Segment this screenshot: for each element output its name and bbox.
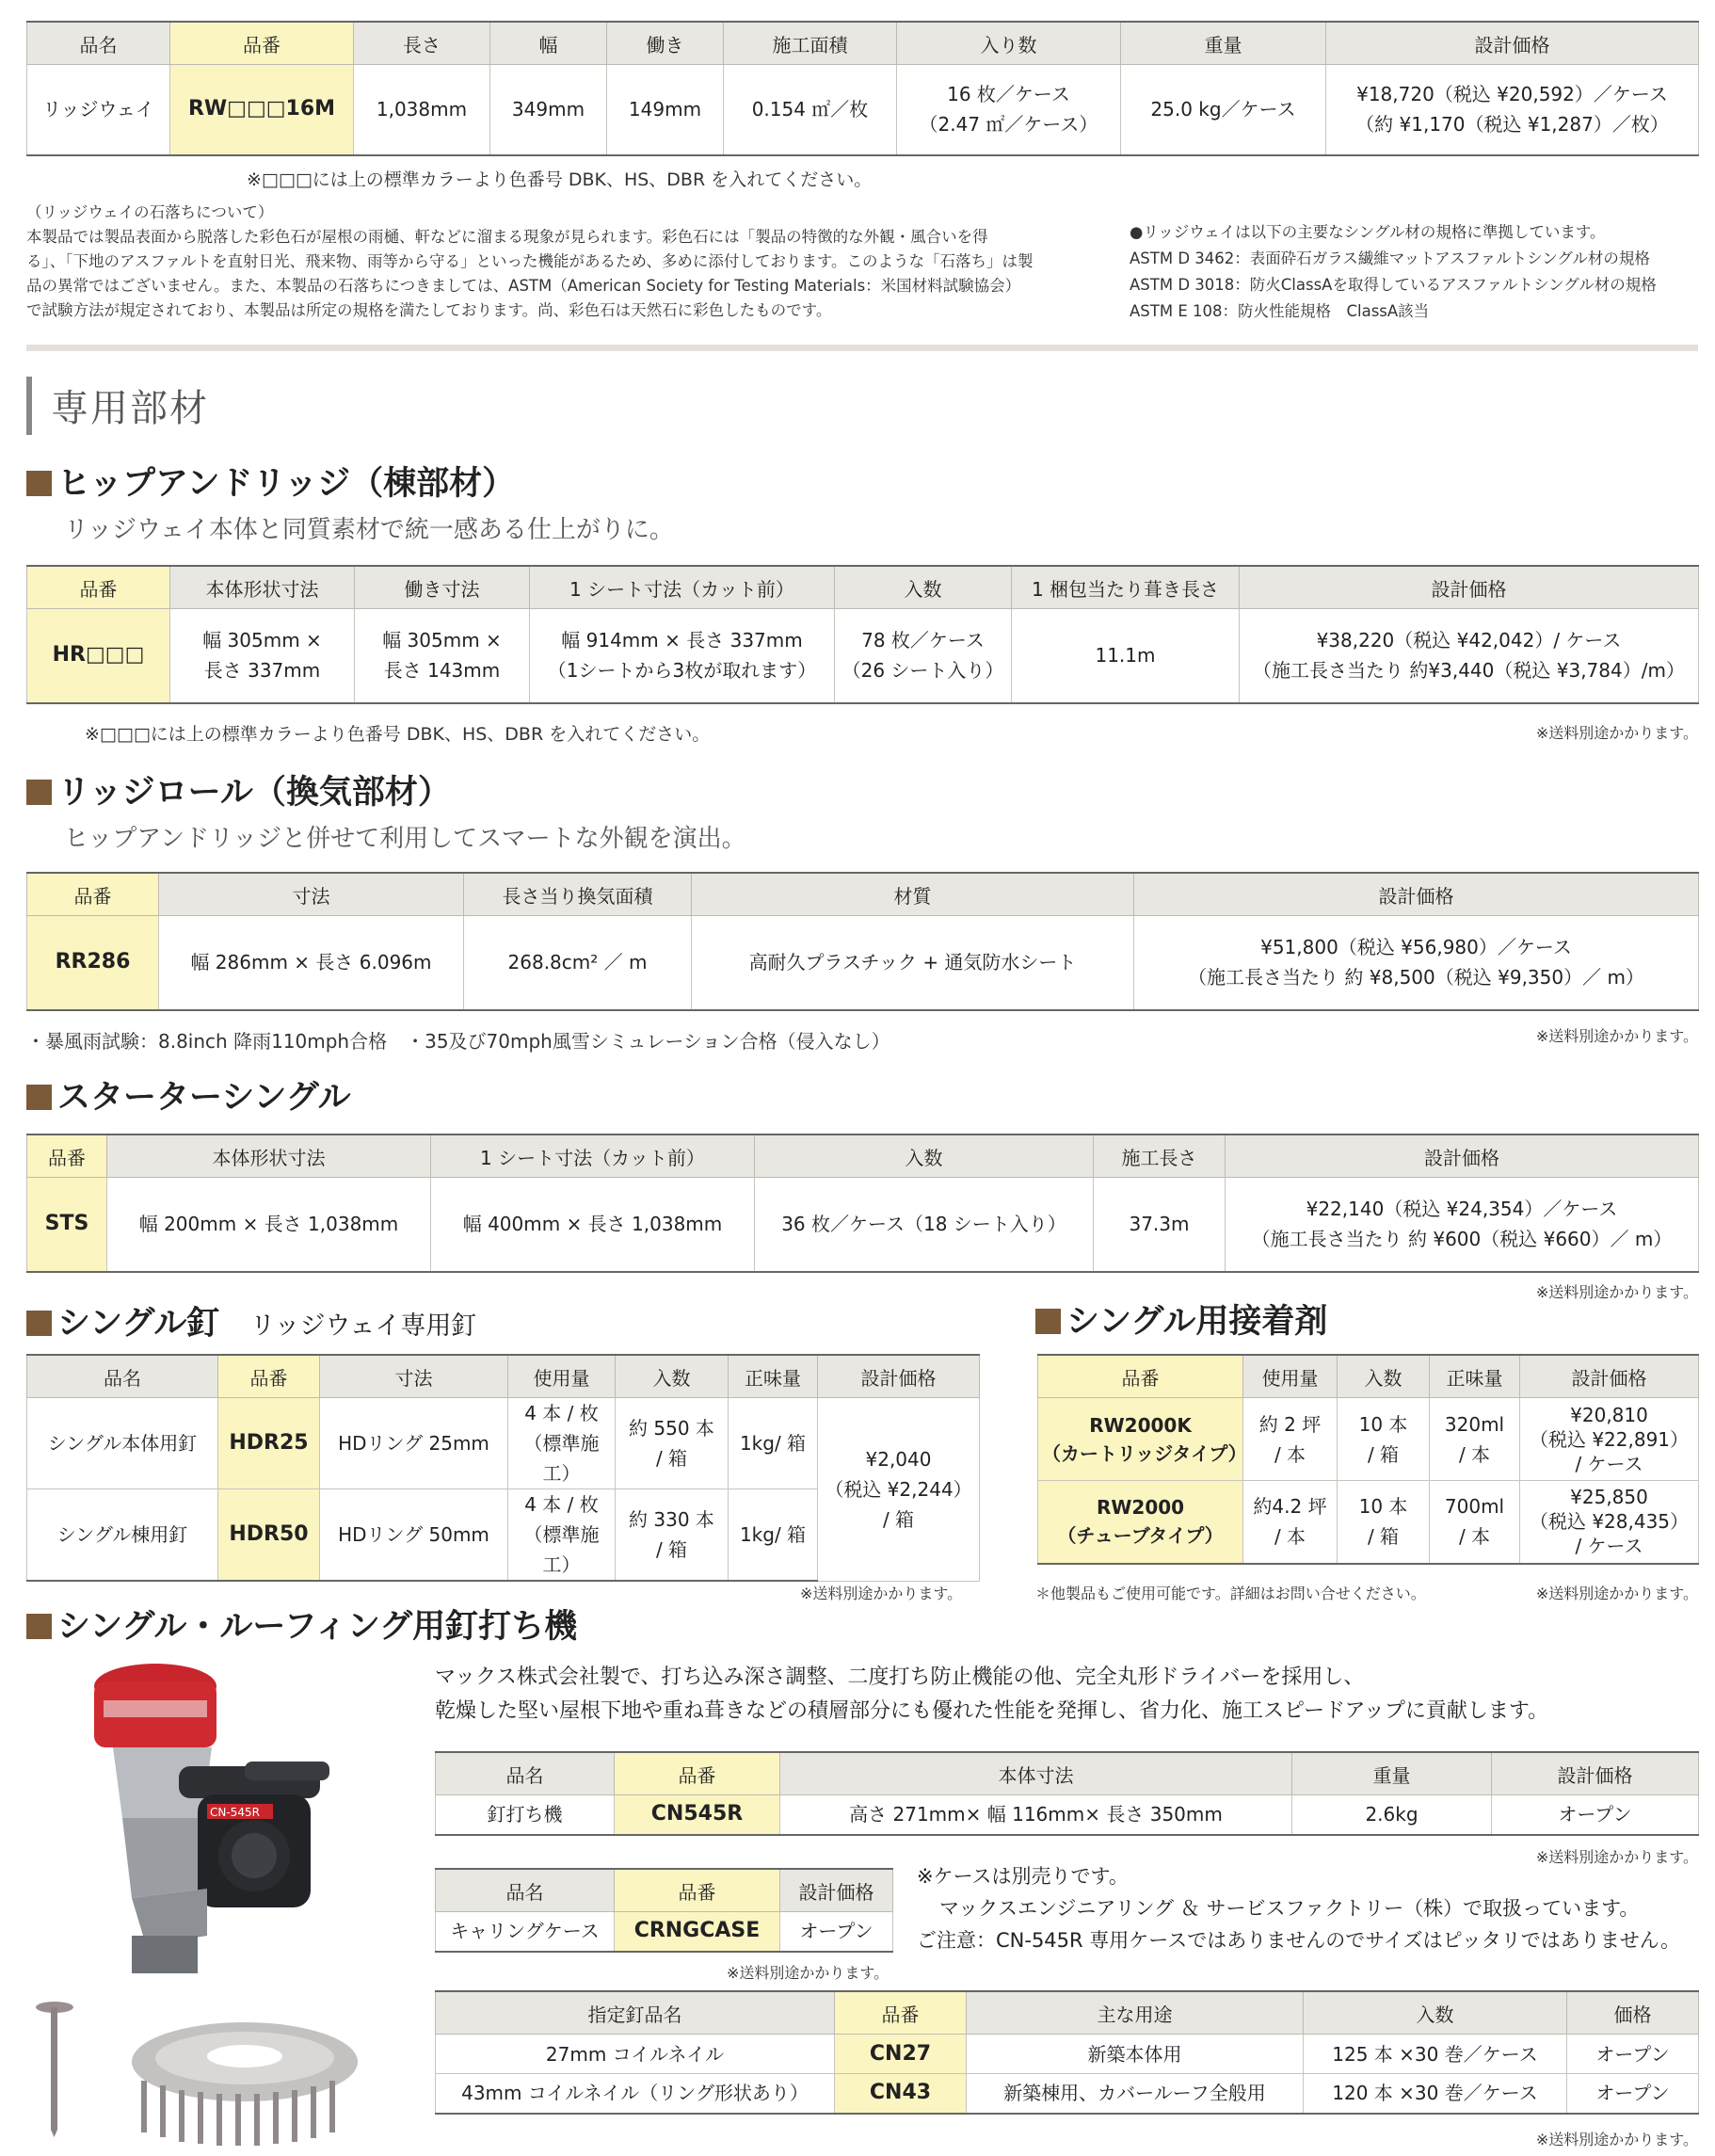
sts-length: 37.3m xyxy=(1094,1178,1226,1272)
cell-area: 0.154 ㎡／枚 xyxy=(724,65,897,155)
sts-price: ¥22,140（税込 ¥24,354）／ケース （施工長さ当たり 約 ¥600（税込 ¥660）／ m） xyxy=(1226,1178,1699,1272)
rr-col-code: 品番 xyxy=(27,873,159,916)
hip-code: HR□□□ xyxy=(27,609,170,703)
coil-use: 新築棟用、カバールーフ全般用 xyxy=(967,2074,1304,2114)
hip-heading: ヒップアンドリッジ（棟部材） xyxy=(26,458,515,505)
coil-col-qty: 入数 xyxy=(1304,1991,1567,2035)
col-header-name: 品名 xyxy=(27,22,170,65)
case-note-line: ※ケースは別売りです。 xyxy=(917,1865,1129,1888)
starter-shipping: ※送料別途かかります。 xyxy=(1535,1283,1698,1301)
coil-col-price: 価格 xyxy=(1567,1991,1699,2035)
stone-note-line: 品の異常ではございません。また、本製品の石落ちにつきましては、ASTM（American Society for Testing Materials：米国材料試験協会） xyxy=(26,277,1021,295)
coil-nail-table xyxy=(435,1990,1699,2115)
sts-col-sheet: 1 シート寸法（カット前） xyxy=(431,1134,755,1178)
coil-nails-image xyxy=(104,2005,367,2147)
rr-size: 幅 286mm × 長さ 6.096m xyxy=(159,916,464,1010)
coil-name: 43mm コイルネイル（リング形状あり） xyxy=(436,2074,835,2114)
adhesive-heading: シングル用接着剤 xyxy=(1035,1295,1327,1343)
nail-col-code: 品番 xyxy=(218,1355,320,1398)
col-header-area: 施工面積 xyxy=(724,22,897,65)
hip-length: 11.1m xyxy=(1012,609,1240,703)
nailer-model-label: CN-545R xyxy=(210,1806,260,1819)
astm-note-line: ASTM E 108：防火性能規格 ClassA該当 xyxy=(1130,302,1430,320)
sts-col-body: 本体形状寸法 xyxy=(107,1134,431,1178)
cell-price: ¥18,720（税込 ¥20,592）／ケース （約 ¥1,170（税込 ¥1,287）／枚） xyxy=(1326,65,1699,155)
nails-table xyxy=(26,1354,980,1582)
ridgeroll-subtitle: ヒップアンドリッジと併せて利用してスマートな外観を演出。 xyxy=(64,825,746,853)
nailer-col-name: 品名 xyxy=(436,1752,615,1795)
stone-note-line: で試験方法が規定されており、本製品は所定の規格を満たしております。尚、彩色石は天然石に彩色したものです。 xyxy=(26,301,832,319)
astm-note-line: ●リッジウェイは以下の主要なシングル材の規格に準拠しています。 xyxy=(1130,223,1606,241)
cell-exposure: 149mm xyxy=(607,65,724,155)
square-bullet-icon xyxy=(1035,1309,1061,1334)
cell-length: 1,038mm xyxy=(354,65,490,155)
case-note-line: ご注意：CN-545R 専用ケースではありませんのでサイズはピッタリではありません。 xyxy=(917,1929,1680,1952)
sts-col-length: 施工長さ xyxy=(1094,1134,1226,1178)
case-col-code: 品番 xyxy=(615,1869,780,1912)
sts-col-price: 設計価格 xyxy=(1226,1134,1699,1178)
divider xyxy=(26,345,1698,351)
nail-usage: 4 本 / 枚 （標準施工） xyxy=(508,1489,616,1582)
col-header-length: 長さ xyxy=(354,22,490,65)
nailer-name: 釘打ち機 xyxy=(436,1795,615,1835)
sts-col-qty: 入数 xyxy=(755,1134,1094,1178)
col-header-code: 品番 xyxy=(170,22,354,65)
nail-col-price: 設計価格 xyxy=(818,1355,980,1398)
nail-code: HDR25 xyxy=(218,1398,320,1489)
nailer-shipping: ※送料別途かかります。 xyxy=(1535,1848,1698,1866)
square-bullet-icon xyxy=(26,1311,52,1336)
nail-size: HDリング 50mm xyxy=(320,1489,508,1582)
coil-col-use: 主な用途 xyxy=(967,1991,1304,2035)
case-table xyxy=(435,1868,893,1953)
nail-code: HDR50 xyxy=(218,1489,320,1582)
adh-usage: 約 2 坪 / 本 xyxy=(1243,1398,1338,1481)
adh-col-code: 品番 xyxy=(1038,1355,1243,1398)
nailer-heading: シングル・ルーフィング用釘打ち機 xyxy=(26,1601,577,1648)
coil-col-name: 指定釘品名 xyxy=(436,1991,835,2035)
nail-price: ¥2,040 （税込 ¥2,244） / 箱 xyxy=(818,1398,980,1582)
nail-col-name: 品名 xyxy=(27,1355,218,1398)
nail-usage: 4 本 / 枚 （標準施工） xyxy=(508,1398,616,1489)
adh-col-price: 設計価格 xyxy=(1520,1355,1699,1398)
col-header-exposure: 働き xyxy=(607,22,724,65)
starter-heading: スターターシングル xyxy=(26,1071,351,1118)
coil-nailer-image xyxy=(56,1653,367,1983)
coil-shipping: ※送料別途かかります。 xyxy=(1535,2131,1698,2148)
rr-col-material: 材質 xyxy=(692,873,1134,916)
nail-qty: 約 550 本 / 箱 xyxy=(616,1398,729,1489)
nailer-weight: 2.6kg xyxy=(1292,1795,1492,1835)
hip-col-qty: 入数 xyxy=(835,566,1012,609)
nail-qty: 約 330 本 / 箱 xyxy=(616,1489,729,1582)
square-bullet-icon xyxy=(26,1614,52,1639)
adh-usage: 約4.2 坪 / 本 xyxy=(1243,1481,1338,1564)
rr-material: 高耐久プラスチック + 通気防水シート xyxy=(692,916,1134,1010)
adh-qty: 10 本 / 箱 xyxy=(1338,1481,1430,1564)
nailer-size: 高さ 271mm× 幅 116mm× 長さ 350mm xyxy=(780,1795,1292,1835)
hip-col-exposure: 働き寸法 xyxy=(355,566,530,609)
adh-net: 700ml / 本 xyxy=(1430,1481,1520,1564)
nailer-col-size: 本体寸法 xyxy=(780,1752,1292,1795)
adhesive-table xyxy=(1037,1354,1699,1565)
adh-code: RW2000 （チューブタイプ） xyxy=(1038,1481,1243,1564)
nail-col-qty: 入数 xyxy=(616,1355,729,1398)
adh-code: RW2000K （カートリッジタイプ） xyxy=(1038,1398,1243,1481)
rr-col-vent: 長さ当り換気面積 xyxy=(464,873,692,916)
ridgeroll-shipping: ※送料別途かかります。 xyxy=(1535,1027,1698,1045)
coil-name: 27mm コイルネイル xyxy=(436,2035,835,2074)
nails-heading-sub: リッジウェイ専用釘 xyxy=(249,1311,477,1341)
coil-code: CN27 xyxy=(835,2035,967,2074)
nail-name: シングル棟用釘 xyxy=(27,1489,218,1582)
nailer-col-weight: 重量 xyxy=(1292,1752,1492,1795)
case-col-price: 設計価格 xyxy=(780,1869,893,1912)
hip-shipping: ※送料別途かかります。 xyxy=(1535,724,1698,742)
adh-net: 320ml / 本 xyxy=(1430,1398,1520,1481)
stone-note-line: 本製品では製品表面から脱落した彩色石が屋根の雨樋、軒などに溜まる現象が見られます。彩色石には「製品の特徴的な外観・風合いを得 xyxy=(26,228,988,246)
astm-note-line: ASTM D 3018：防火ClassAを取得しているアスファルトシングル材の規格 xyxy=(1130,276,1657,294)
nailer-desc-line: マックス株式会社製で、打ち込み深さ調整、二度打ち防止機能の他、完全丸形ドライバーを採用し、 xyxy=(435,1665,1365,1689)
cell-width: 349mm xyxy=(490,65,607,155)
nailer-desc xyxy=(435,1661,1548,1729)
case-code: CRNGCASE xyxy=(615,1912,780,1952)
section-title: 専用部材 xyxy=(51,387,209,430)
ridgeroll-heading: リッジロール（換気部材） xyxy=(26,766,451,813)
adhesive-shipping: ※送料別途かかります。 xyxy=(1535,1585,1698,1602)
nailer-code: CN545R xyxy=(615,1795,780,1835)
coil-use: 新築本体用 xyxy=(967,2035,1304,2074)
cell-code: RW□□□16M xyxy=(170,65,354,155)
stone-note xyxy=(26,201,1034,323)
rr-vent: 268.8cm² ／ m xyxy=(464,916,692,1010)
sts-sheet: 幅 400mm × 長さ 1,038mm xyxy=(431,1178,755,1272)
nails-heading: シングル釘 リッジウェイ専用釘 xyxy=(26,1297,476,1344)
astm-note-line: ASTM D 3462：表面砕石ガラス繊維マットアスファルトシングル材の規格 xyxy=(1130,249,1650,267)
nails-shipping: ※送料別途かかります。 xyxy=(800,1585,963,1602)
main-spec-table xyxy=(26,21,1699,156)
adh-col-net: 正味量 xyxy=(1430,1355,1520,1398)
adh-col-qty: 入数 xyxy=(1338,1355,1430,1398)
hip-sheet: 幅 914mm × 長さ 337mm （1シートから3枚が取れます） xyxy=(530,609,835,703)
hip-price: ¥38,220（税込 ¥42,042）/ ケース （施工長さ当たり 約¥3,440（税込 ¥3,784）/m） xyxy=(1240,609,1699,703)
color-code-note: ※□□□には上の標準カラーより色番号 DBK、HS、DBR を入れてください。 xyxy=(247,169,873,190)
nailer-col-price: 設計価格 xyxy=(1492,1752,1699,1795)
adh-price: ¥20,810 （税込 ¥22,891） / ケース xyxy=(1520,1398,1699,1481)
cell-weight: 25.0 kg／ケース xyxy=(1121,65,1326,155)
hip-col-sheet: 1 シート寸法（カット前） xyxy=(530,566,835,609)
case-shipping: ※送料別途かかります。 xyxy=(727,1964,890,1982)
rr-col-size: 寸法 xyxy=(159,873,464,916)
coil-price: オープン xyxy=(1567,2074,1699,2114)
adh-col-usage: 使用量 xyxy=(1243,1355,1338,1398)
nail-col-usage: 使用量 xyxy=(508,1355,616,1398)
adhesive-note: ＊他製品もご使用可能です。詳細はお問い合せください。 xyxy=(1035,1585,1426,1602)
adh-qty: 10 本 / 箱 xyxy=(1338,1398,1430,1481)
col-header-weight: 重量 xyxy=(1121,22,1326,65)
col-header-width: 幅 xyxy=(490,22,607,65)
case-note-line: マックスエンジニアリング ＆ サービスファクトリー（株）で取扱っています。 xyxy=(939,1897,1640,1920)
starter-table xyxy=(26,1134,1699,1273)
nail-image xyxy=(28,1996,85,2137)
square-bullet-icon xyxy=(26,1085,52,1110)
coil-price: オープン xyxy=(1567,2035,1699,2074)
square-bullet-icon xyxy=(26,471,52,496)
hip-table xyxy=(26,565,1699,704)
coil-qty: 125 本 ×30 巻／ケース xyxy=(1304,2035,1567,2074)
nail-net: 1kg/ 箱 xyxy=(729,1398,818,1489)
nailer-price: オープン xyxy=(1492,1795,1699,1835)
case-notes xyxy=(917,1860,1680,1956)
nail-net: 1kg/ 箱 xyxy=(729,1489,818,1582)
hip-subtitle: リッジウェイ本体と同質素材で統一感ある仕上がりに。 xyxy=(64,516,674,544)
sts-code: STS xyxy=(27,1178,107,1272)
sts-col-code: 品番 xyxy=(27,1134,107,1178)
nail-name: シングル本体用釘 xyxy=(27,1398,218,1489)
rr-code: RR286 xyxy=(27,916,159,1010)
case-name: キャリングケース xyxy=(436,1912,615,1952)
nail-size: HDリング 25mm xyxy=(320,1398,508,1489)
nailer-desc-line: 乾燥した堅い屋根下地や重ね葺きなどの積層部分にも優れた性能を発揮し、省力化、施工スピードアップに貢献します。 xyxy=(435,1699,1549,1723)
hip-exposure: 幅 305mm × 長さ 143mm xyxy=(355,609,530,703)
col-header-qty: 入り数 xyxy=(897,22,1121,65)
section-title-bar xyxy=(26,377,32,435)
hip-col-code: 品番 xyxy=(27,566,170,609)
ridgeroll-note: ・暴風雨試験：8.8inch 降雨110mph合格 ・35及び70mph風雪シミュレーション合格（侵入なし） xyxy=(26,1030,890,1053)
hip-col-body: 本体形状寸法 xyxy=(170,566,355,609)
nailer-table xyxy=(435,1751,1699,1836)
case-price: オープン xyxy=(780,1912,893,1952)
hip-col-price: 設計価格 xyxy=(1240,566,1699,609)
sts-body: 幅 200mm × 長さ 1,038mm xyxy=(107,1178,431,1272)
hip-col-length: 1 梱包当たり葺き長さ xyxy=(1012,566,1240,609)
cell-qty: 16 枚／ケース （2.47 ㎡／ケース） xyxy=(897,65,1121,155)
coil-code: CN43 xyxy=(835,2074,967,2114)
nailer-col-code: 品番 xyxy=(615,1752,780,1795)
case-col-name: 品名 xyxy=(436,1869,615,1912)
nail-col-size: 寸法 xyxy=(320,1355,508,1398)
ridgeroll-table xyxy=(26,872,1699,1011)
sts-qty: 36 枚／ケース（18 シート入り） xyxy=(755,1178,1094,1272)
coil-qty: 120 本 ×30 巻／ケース xyxy=(1304,2074,1567,2114)
hip-note: ※□□□には上の標準カラーより色番号 DBK、HS、DBR を入れてください。 xyxy=(85,724,711,745)
hip-qty: 78 枚／ケース （26 シート入り） xyxy=(835,609,1012,703)
cell-name: リッジウェイ xyxy=(27,65,170,155)
stone-note-line: る」、「下地のアスファルトを直射日光、飛来物、雨等から守る」といった機能があるため、多めに添付しております。このような「石落ち」は製 xyxy=(26,252,1034,270)
col-header-price: 設計価格 xyxy=(1326,22,1699,65)
rr-price: ¥51,800（税込 ¥56,980）／ケース （施工長さ当たり 約 ¥8,500（税込 ¥9,350）／ m） xyxy=(1134,916,1699,1010)
astm-note xyxy=(1130,219,1657,325)
hip-body: 幅 305mm × 長さ 337mm xyxy=(170,609,355,703)
stone-note-title: （リッジウェイの石落ちについて） xyxy=(26,203,274,221)
adh-price: ¥25,850 （税込 ¥28,435） / ケース xyxy=(1520,1481,1699,1564)
square-bullet-icon xyxy=(26,780,52,805)
coil-col-code: 品番 xyxy=(835,1991,967,2035)
nail-col-net: 正味量 xyxy=(729,1355,818,1398)
rr-col-price: 設計価格 xyxy=(1134,873,1699,916)
